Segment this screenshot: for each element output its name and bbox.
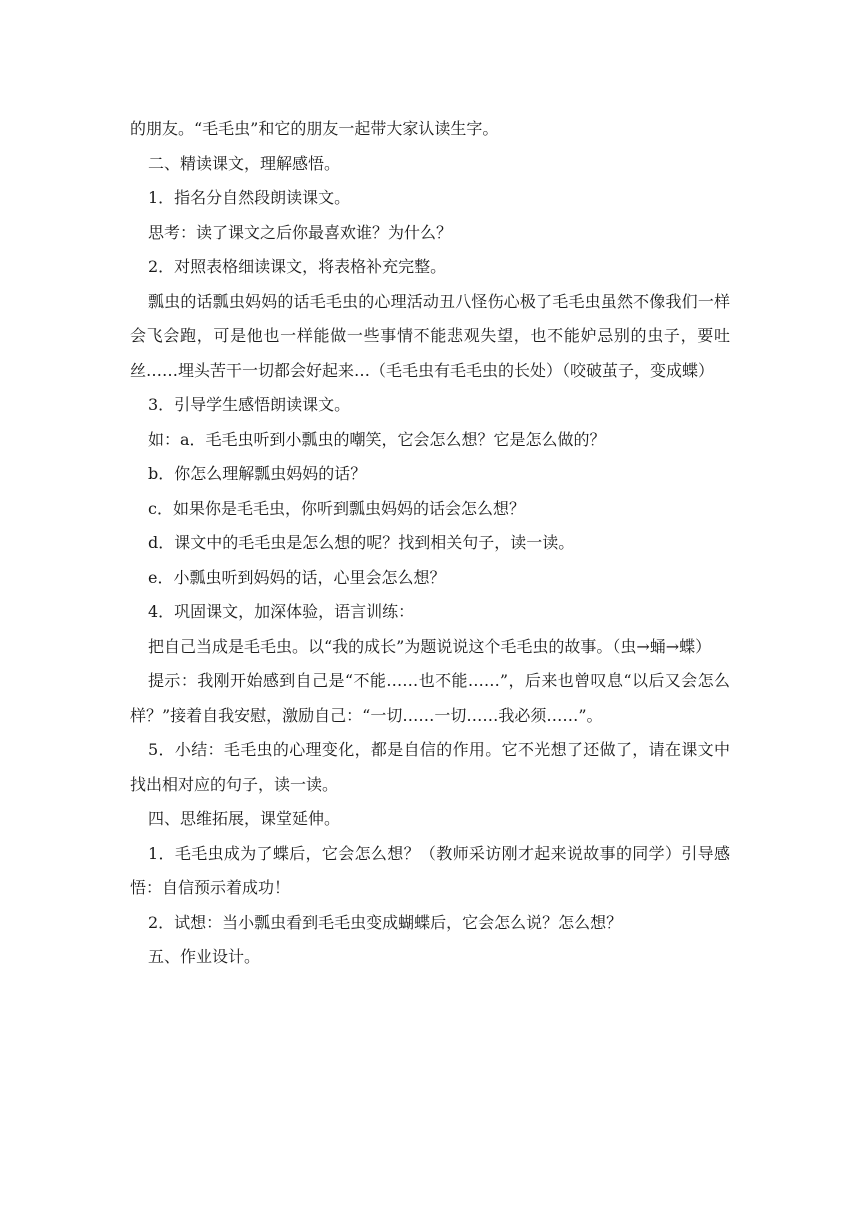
paragraph: 1．指名分自然段朗读课文。 [148,188,351,207]
paragraph: 瓢虫的话瓢虫妈妈的话毛毛虫的心理活动丑八怪伤心极了毛毛虫虽然不像我们一样会飞会跑，可是他也一样能做一些事情不能悲观失望，也不能妒忌别的虫子，要吐丝……埋头苦干一切都会好起来…（毛毛虫有毛毛虫的长处）（咬破茧子，变成蝶） [130,291,730,380]
paragraph: d．课文中的毛毛虫是怎么想的呢？找到相关句子，读一读。 [148,533,575,552]
paragraph: 思考：读了课文之后你最喜欢谁？为什么？ [148,222,453,242]
paragraph: 把自己当成是毛毛虫。以“我的成长”为题说说这个毛毛虫的故事。（虫→蛹→蝶） [148,636,712,656]
paragraph: e．小瓢虫听到妈妈的话，心里会怎么想？ [148,567,446,587]
section-heading: 四、思维拓展，课堂延伸。 [148,809,341,828]
paragraph: 提示：我刚开始感到自己是“不能……也不能……”，后来也曾叹息“以后又会怎么样？”接着自我安慰，激励自己：“一切……一切……我必须……”。 [130,671,730,725]
section-heading: 二、精读课文，理解感悟。 [148,153,341,173]
document-body [130,112,730,975]
paragraph: 4．巩固课文，加深体验，语言训练： [148,602,415,621]
paragraph: 如：a．毛毛虫听到小瓢虫的嘲笑，它会怎么想？它是怎么做的？ [148,429,606,449]
paragraph: 3．引导学生感悟朗读课文。 [148,395,351,414]
paragraph: 5．小结：毛毛虫的心理变化，都是自信的作用。它不光想了还做了，请在课文中找出相对应的句子，读一读。 [130,740,730,794]
paragraph: b．你怎么理解瓢虫妈妈的话？ [148,464,367,483]
paragraph: 的朋友。“毛毛虫”和它的朋友一起带大家认读生字。 [130,119,499,138]
paragraph: c．如果你是毛毛虫，你听到瓢虫妈妈的话会怎么想？ [148,498,525,518]
paragraph: 1．毛毛虫成为了蝶后，它会怎么想？（教师采访刚才起来说故事的同学）引导感悟：自信预示着成功！ [130,843,730,897]
section-heading: 五、作业设计。 [148,947,261,966]
paragraph: 2．对照表格细读课文，将表格补充完整。 [148,257,447,276]
paragraph: 2．试想：当小瓢虫看到毛毛虫变成蝴蝶后，它会怎么说？怎么想？ [148,912,623,932]
